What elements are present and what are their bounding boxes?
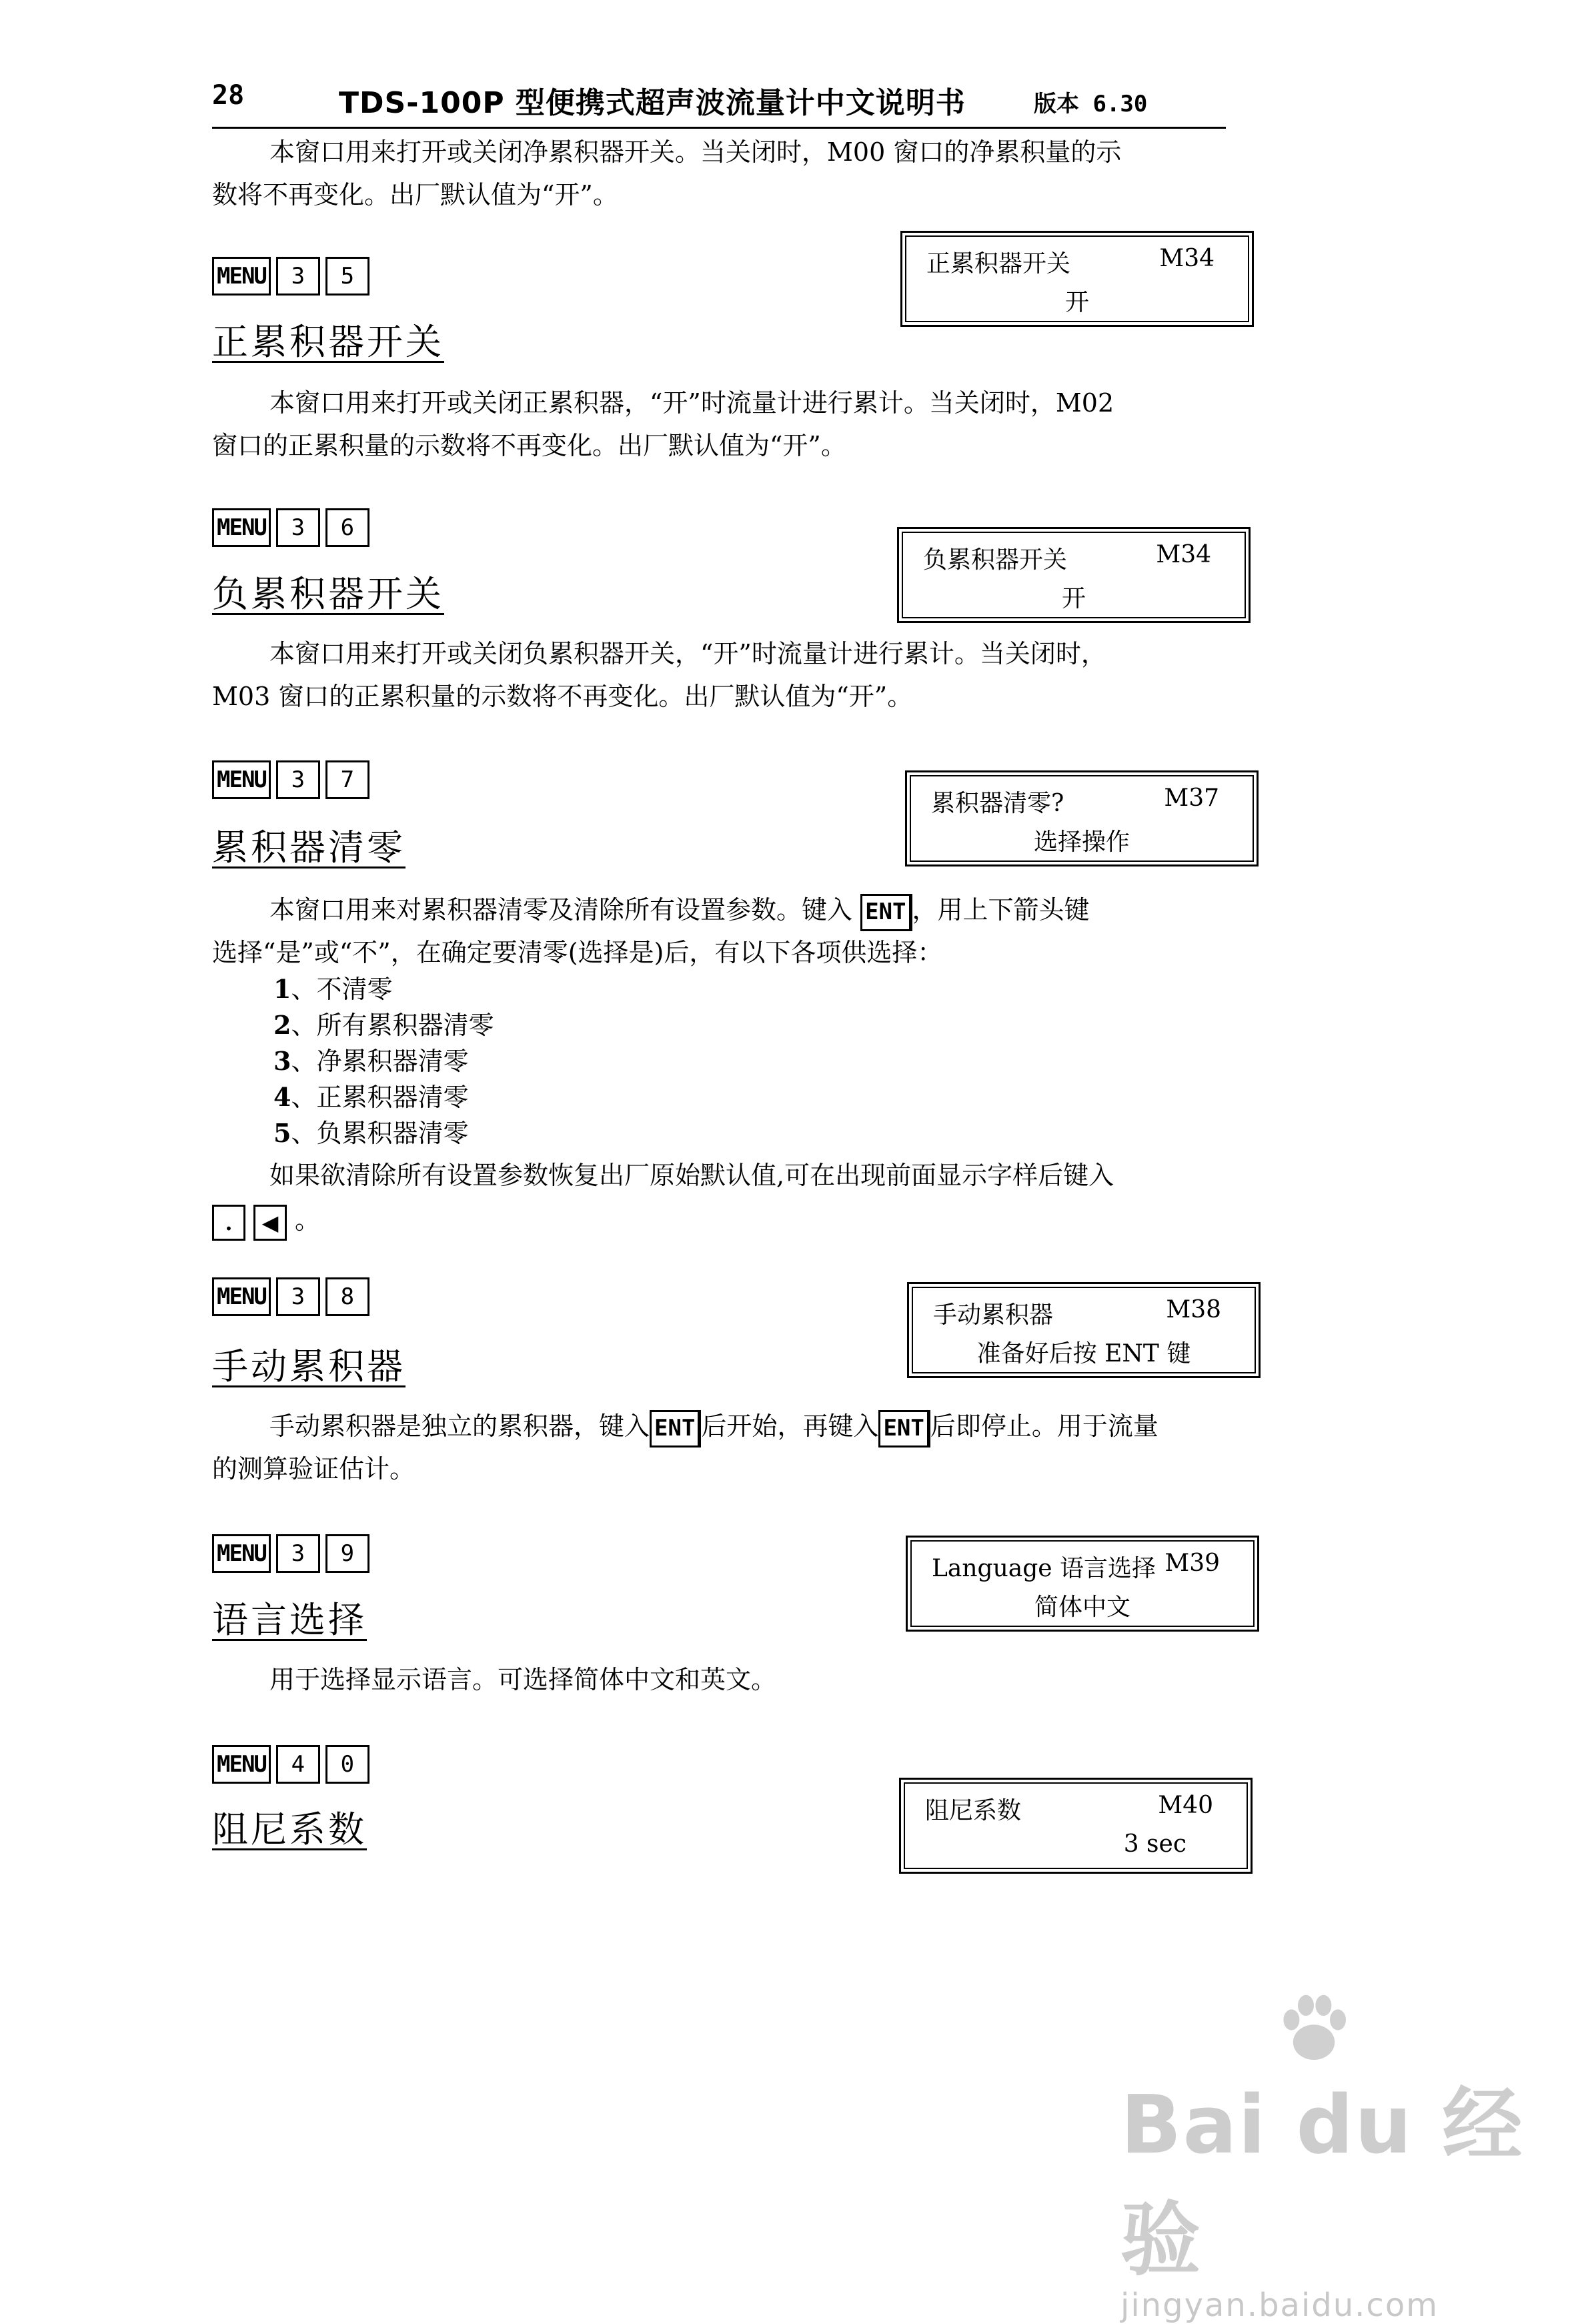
digit-key: 0	[325, 1745, 369, 1784]
lcd-display-m38	[907, 1282, 1261, 1378]
lcd-display-m39	[906, 1536, 1259, 1632]
lcd-line1: 累积器清零?	[931, 790, 1064, 817]
ent-key: ENT	[650, 1410, 701, 1447]
lcd-display-m37	[905, 770, 1259, 866]
dot-key: .	[212, 1205, 245, 1241]
lcd-line2: 3 sec	[1123, 1830, 1186, 1858]
ent-key: ENT	[878, 1410, 930, 1447]
lcd-line1: 负累积器开关	[923, 546, 1068, 574]
section-paragraph: 本窗口用来打开或关闭负累积器开关，“开”时流量计进行累计。当关闭时， M03 窗口的正累积量的示数将不再变化。出厂默认值为“开”。	[212, 639, 1106, 711]
section-paragraph: 本窗口用来打开或关闭正累积器，“开”时流量计进行累计。当关闭时，M02 窗口的正累积量的示数将不再变化。出厂默认值为“开”。	[212, 388, 1114, 460]
intro-paragraph: 本窗口用来打开或关闭净累积器开关。当关闭时，M00 窗口的净累积量的示 数将不再变化。出厂默认值为“开”。	[212, 137, 1122, 209]
reset-key-sequence: . ◀ 。	[212, 1199, 320, 1241]
header-rule	[212, 127, 1226, 129]
back-arrow-key-icon: ◀	[253, 1205, 287, 1241]
menu-key: MENU	[212, 257, 271, 296]
section-title-positive-totalizer: 正累积器开关	[212, 321, 444, 363]
watermark-logo-text: Bai du 经验	[1120, 2079, 1524, 2287]
lcd-line1: Language 语言选择	[932, 1555, 1156, 1582]
digit-key: 7	[325, 760, 369, 799]
lcd-line2: 简体中文	[1034, 1594, 1130, 1621]
digit-key: 3	[276, 1277, 320, 1316]
list-item: 4、正累积器清零	[273, 1082, 469, 1112]
menu-key: MENU	[212, 1277, 271, 1316]
key-sequence-39	[212, 1534, 369, 1573]
digit-key: 3	[276, 257, 320, 296]
key-sequence-37	[212, 760, 369, 799]
digit-key: 3	[276, 1534, 320, 1573]
lcd-window-code: M38	[1166, 1296, 1221, 1323]
version-label: 版本 6.30	[1034, 91, 1148, 117]
lcd-line2: 开	[1061, 585, 1086, 612]
list-item: 5、负累积器清零	[273, 1118, 469, 1148]
section-title-language: 语言选择	[212, 1599, 367, 1641]
key-sequence-35	[212, 257, 369, 296]
watermark-url: jingyan.baidu.com	[1120, 2287, 1439, 2324]
digit-key: 9	[325, 1534, 369, 1573]
lcd-line1: 正累积器开关	[926, 250, 1071, 277]
lcd-line2: 选择操作	[1033, 828, 1130, 856]
menu-key: MENU	[212, 760, 271, 799]
lcd-line1: 阻尼系数	[925, 1797, 1022, 1824]
lcd-display-m40	[899, 1778, 1253, 1874]
lcd-window-code: M40	[1158, 1792, 1213, 1819]
list-item: 2、所有累积器清零	[273, 1010, 494, 1040]
lcd-line2: 开	[1064, 289, 1089, 316]
list-item: 3、净累积器清零	[273, 1046, 469, 1076]
lcd-window-code: M34	[1159, 245, 1215, 272]
lcd-display-m34-positive	[900, 231, 1254, 327]
paw-logo-icon	[1274, 1988, 1354, 2068]
digit-key: 3	[276, 508, 320, 547]
list-item: 1、不清零	[273, 974, 393, 1004]
menu-key: MENU	[212, 1534, 271, 1573]
key-sequence-40	[212, 1745, 369, 1784]
section-paragraph: 本窗口用来对累积器清零及清除所有设置参数。键入 ENT ，用上下箭头键 选择“是”或“不”，在确定要清零(选择是)后，有以下各项供选择：	[212, 889, 1279, 974]
ent-key: ENT	[860, 894, 912, 931]
lcd-display-m34-negative	[897, 527, 1251, 623]
digit-key: 8	[325, 1277, 369, 1316]
digit-key: 4	[276, 1745, 320, 1784]
section-paragraph: 用于选择显示语言。可选择简体中文和英文。	[269, 1665, 777, 1694]
digit-key: 3	[276, 760, 320, 799]
lcd-window-code: M34	[1156, 541, 1211, 568]
page-number: 28	[212, 80, 245, 111]
menu-key: MENU	[212, 508, 271, 547]
reset-options-list	[273, 971, 494, 1151]
lcd-window-code: M37	[1164, 784, 1219, 812]
document-title: TDS-100P 型便携式超声波流量计中文说明书	[339, 86, 966, 120]
lcd-line2: 准备好后按 ENT 键	[976, 1340, 1191, 1367]
menu-key: MENU	[212, 1745, 271, 1784]
section-title-damping: 阻尼系数	[212, 1808, 367, 1850]
section-title-totalizer-reset: 累积器清零	[212, 826, 406, 868]
key-sequence-38	[212, 1277, 369, 1316]
section-title-negative-totalizer: 负累积器开关	[212, 573, 444, 615]
reset-instructions: 如果欲清除所有设置参数恢复出厂原始默认值,可在出现前面显示字样后键入	[269, 1161, 1114, 1190]
key-sequence-36	[212, 508, 369, 547]
lcd-line1: 手动累积器	[933, 1301, 1054, 1329]
digit-key: 5	[325, 257, 369, 296]
lcd-window-code: M39	[1164, 1550, 1220, 1577]
baidu-jingyan-watermark	[1120, 2061, 1588, 2324]
section-title-manual-totalizer: 手动累积器	[212, 1345, 406, 1387]
section-paragraph: 手动累积器是独立的累积器，键入 ENT 后开始，再键入 ENT 后即停止。用于流量 的测算验证估计。	[212, 1405, 1279, 1490]
digit-key: 6	[325, 508, 369, 547]
